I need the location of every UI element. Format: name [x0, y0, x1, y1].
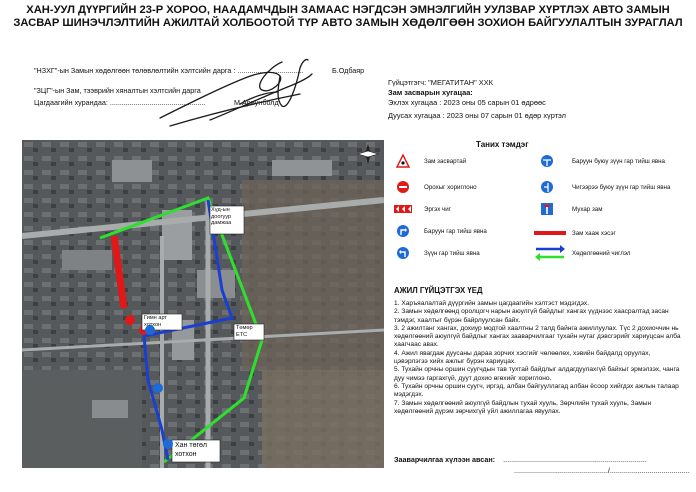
traffic-direction-arrows-icon — [534, 244, 566, 262]
title-line-2: ЗАСВАР ШИНЭЧЛЭЛТИЙН АЖИЛТАЙ ХОЛБООТОЙ ТҮР АВТО ЗАМЫН ХӨДӨЛГӨӨН ЗОХИОН БАЙГУУЛАЛТЫН ЗУРАГЛАЛ — [13, 17, 683, 29]
turn-right-sign-icon — [396, 224, 410, 238]
legend-label-turn-right: Баруун гар тийш явна — [424, 228, 487, 235]
legend-label-detour: Эргэх чиг — [424, 206, 451, 213]
signer-2-label: "ЗЦГ"-ын Зам, тээврийн хяналтын хэлтсийн дарга — [34, 86, 201, 95]
works-section-title: АЖИЛ ГҮЙЦЭТГЭХ ҮЕД — [394, 286, 483, 295]
contractor-text: Гүйцэтгэгч: "МЕГАТИТАН" ХХК — [388, 78, 493, 87]
right-or-left-sign-icon — [540, 154, 554, 168]
works-item: 6. Тухайн орчны оршин суугч, иргэд, албан байгууллагад албан ёсоор хийгдэх ажлын талаар мэдэгдэх. — [394, 382, 679, 399]
detour-chevron-icon — [394, 202, 412, 216]
signer-3-name: М.Ариунболд — [234, 98, 279, 107]
title-line-1: ХАН-УУЛ ДҮҮРГИЙН 23-Р ХОРОО, НААДАМЧДЫН ЗАМААС НЭГДСЭН ЭМНЭЛГИЙН УУЛЗВАР ХҮРТЛЭХ АВТО ЗАМЫН — [26, 4, 670, 16]
works-item: 1. Харъяалалтай дүүргийн замын цагдаагийн хэлтэст мэдэгдэх. — [394, 300, 590, 307]
map-drawing — [22, 140, 384, 468]
road-works-sign-icon — [396, 154, 410, 168]
acknowledgement-block — [394, 454, 694, 476]
map-label-tomuun: Төмөр ETC — [236, 325, 253, 338]
works-item: 7. Замын хөдөлгөөний аюулгүй байдлын тухай хууль, Зөрчлийн тухай хууль, Замын хөдөлгөөний дүрэм зөрчихгүй үйл ажиллагаа явуулах. — [394, 399, 652, 415]
legend-label-turn-left: Зүүн гар тийш явна — [424, 250, 480, 257]
legend-label-right-or-left: Баруун буюу зүүн гар тийш явна — [572, 158, 665, 165]
map-label-gimn: Гимн арт хотхон — [144, 315, 167, 328]
straight-or-left-sign-icon — [540, 180, 554, 194]
handwritten-signature — [150, 48, 340, 134]
project-info — [388, 78, 688, 121]
signer-3-label: Цагдаагийн хурандаа: ................................................ — [34, 98, 206, 107]
works-item: 4. Ажил явагдаж дуусаны дараа зорчих хэсгийг чөлөөлөх, хэвийн байдалд оруулах, цэвэрлэгээ хийх ажлыг бүрэн хариуцах. — [394, 349, 651, 366]
signer-1-name: Б.Одбаяр — [332, 66, 365, 75]
no-entry-sign-icon — [396, 180, 410, 194]
acknowledgement-label: Зааварчилгаа хүлээн авсан: — [394, 455, 496, 464]
acknowledgement-line-1: ........................................................................ — [503, 455, 647, 464]
signer-1-label: "НЗХГ"-ын Замын хөдөлгөөн төлөвлөлтийн хэлтсийн дарга : ................................. — [34, 66, 304, 75]
page-title — [0, 4, 696, 30]
legend-title: Таних тэмдэг — [476, 140, 529, 149]
works-list — [394, 300, 686, 416]
works-item: 3. 2 ажилтанг хангах, дохиур модтой хаалтны 2 талд байнга ажиллуулах. Түс 2 дохиоччин нь хөдөлгөөний аюулгүй байдлыг хангах зааварчилгааг тухайн нутаг дэвсгэрийг хариуцсан алба хаагчаас авах. — [394, 324, 681, 349]
works-item: 5. Тухайн орчны оршин суугчдын тав тухтай байдлыг алдагдуулахгүй байхыг эрмэлзэх, чанга дуу чимээ гаргахгүй, дуут дохио өгөхийг хориглоно. — [394, 366, 680, 382]
legend-label-straight-or-left: Чигээрээ буюу зүүн гар тийш явна — [572, 184, 671, 191]
legend-label-road-works: Зам засвартай — [424, 158, 467, 165]
acknowledgement-line-2: .............................................../........................................ — [514, 466, 690, 475]
map-label-khud: Хүд-ын доогуур дамжаа — [211, 207, 232, 226]
repair-period-label: Зам засварын хугацаа: — [388, 88, 473, 97]
aerial-map — [22, 140, 384, 468]
turn-left-sign-icon — [396, 246, 410, 260]
road-closure-line-icon — [534, 226, 566, 240]
legend-label-no-entry: Орохыг хориглоно — [424, 184, 477, 191]
map-label-khan: Хан төгөл хотхон — [175, 442, 208, 458]
end-date-text: Дуусах хугацаа : 2023 оны 07 сарын 01 өдөр хүртэл — [388, 111, 566, 120]
works-item: 2. Замын хөдөлгөөнд оролцогч нарын аюулгүй байдлыг хангах үүднээс хаасралтад засан тэмдэг, хаалтыг бүрэн байрлуулсан байх. — [394, 308, 669, 324]
dead-end-sign-icon — [540, 202, 554, 216]
legend-label-dead-end: Мухар зам — [572, 206, 603, 213]
legend-label-traffic-direction: Хөдөлгөөний чиглэл — [572, 250, 631, 257]
start-date-text: Эхлэх хугацаа : 2023 оны 05 сарын 01 өдрөөс — [388, 98, 546, 107]
legend-label-road-closure: Зам хааж хэсэг — [572, 230, 616, 237]
